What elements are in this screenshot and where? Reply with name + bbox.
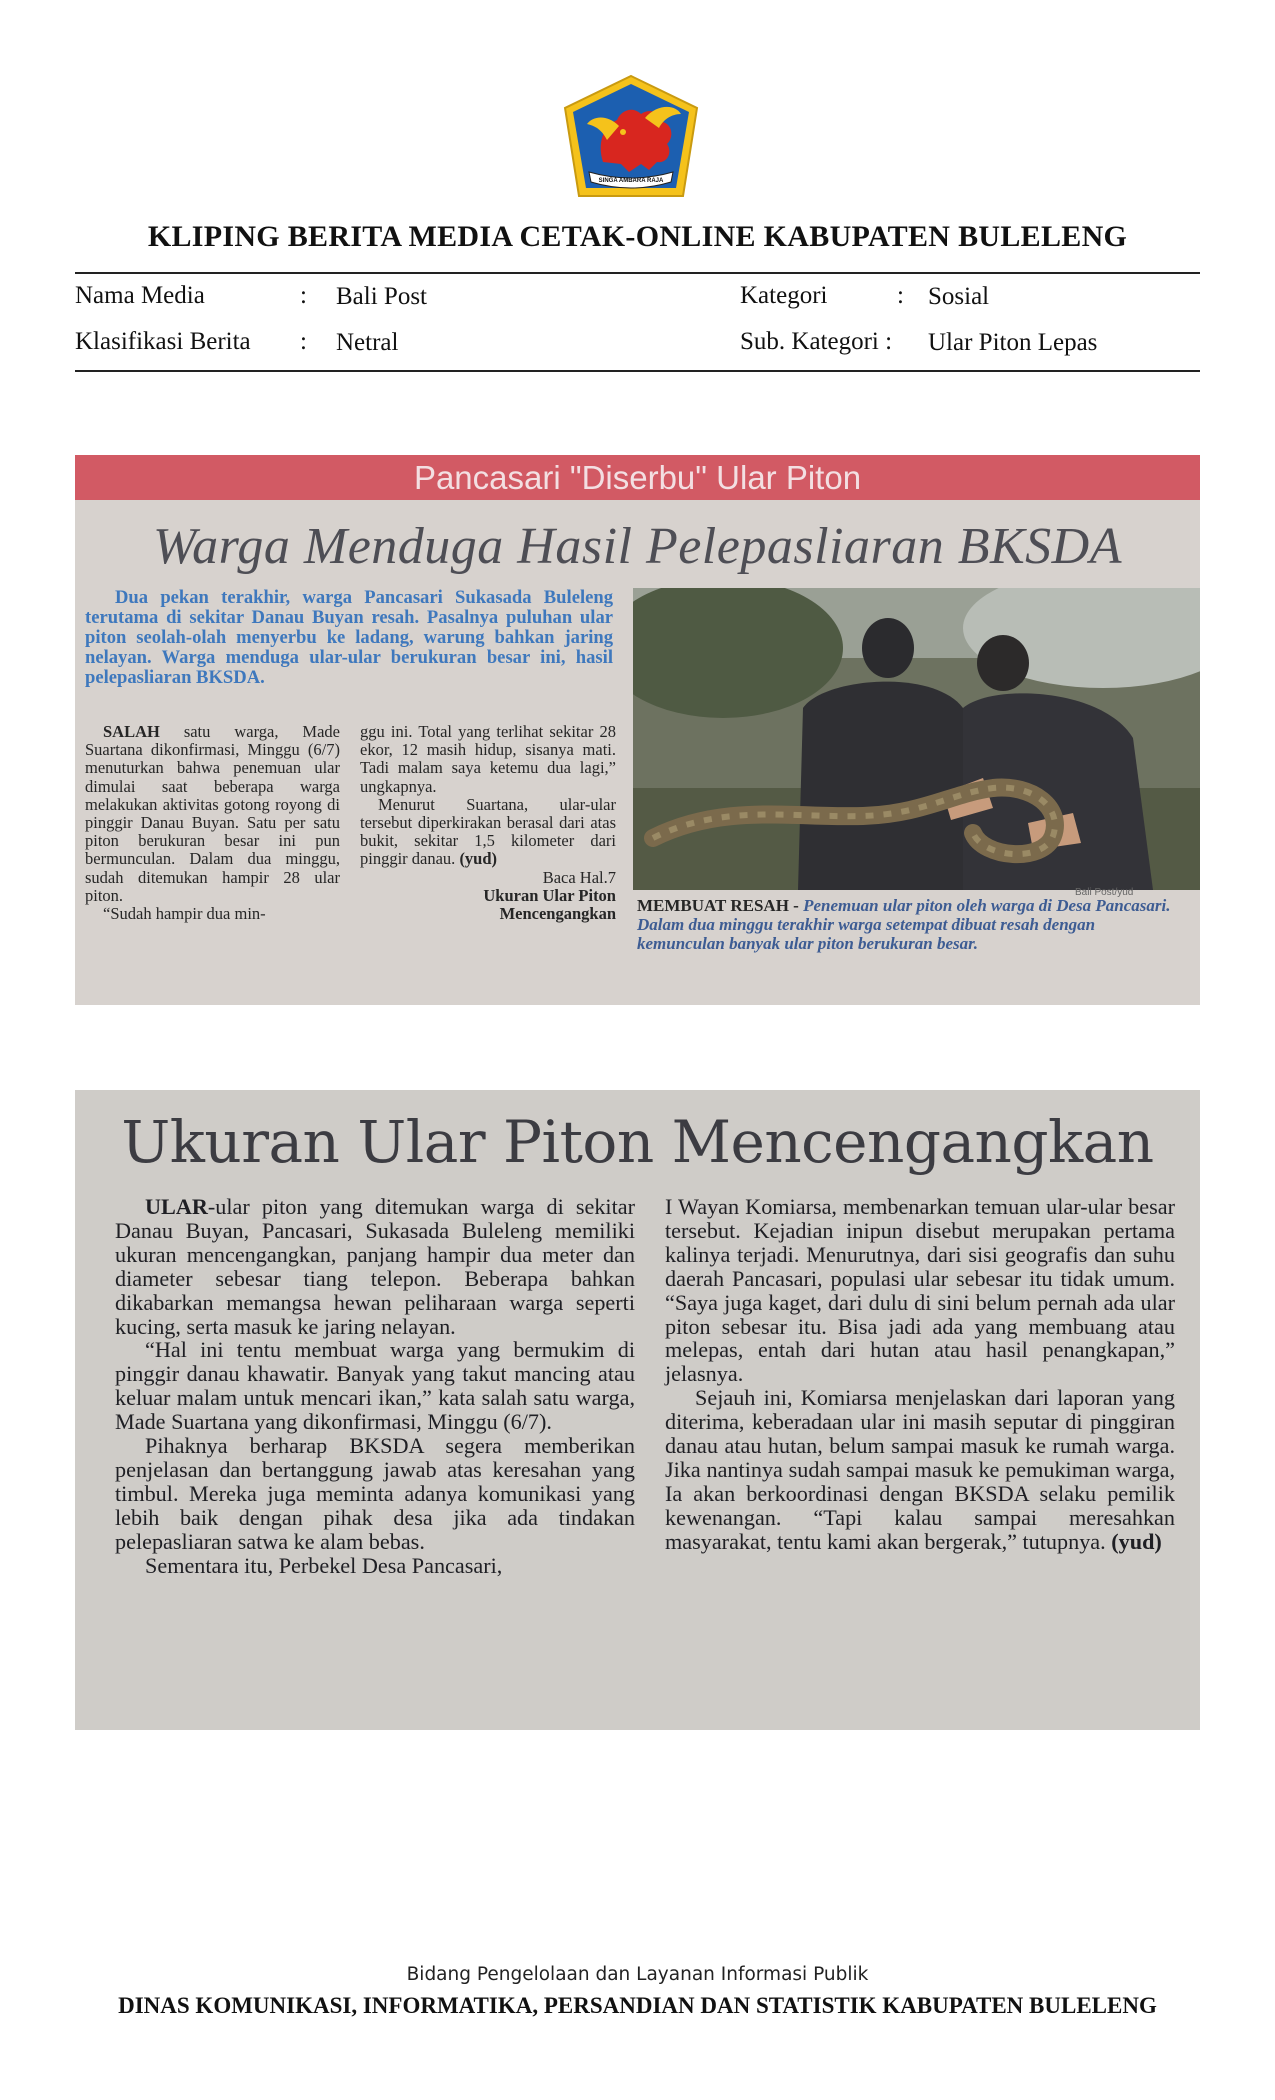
continued-note: Baca Hal.7 [542, 867, 616, 887]
label-nama-media: Nama Media [75, 282, 205, 309]
label-kategori: Kategori [740, 282, 828, 309]
byline: (yud) [459, 849, 498, 869]
dropcap-word: SALAH [103, 722, 160, 741]
paragraph: Menurut Suartana, ular-ular tersebut diperkirakan berasal dari atas bukit, sekitar 1,5 kilometer dari pinggir danau. [360, 794, 616, 869]
paragraph: “Hal ini tentu membuat warga yang bermukim di pinggir danau khawatir. Banyak yang takut mancing atau keluar malam untuk mencari ikan,” kata salah satu warga, Made Suartana yang dikonfirmasi, Minggu (6/7). [115, 1337, 635, 1435]
paragraph: Sejauh ini, Komiarsa menjelaskan dari laporan yang diterima, keberadaan ular ini masih seputar di pinggiran danau atau hutan, belum sampai masuk ke rumah warga. Jika nantinya sudah sampai masuk ke pemukiman warga, Ia akan berkoordinasi dengan BKSDA selaku pemilik kewenangan. “Tapi kalau sampai meresahkan masyarakat, tentu kami akan bergerak,” tutupnya. [665, 1385, 1175, 1554]
article-column-1 [85, 723, 340, 923]
paragraph: -ular piton yang ditemukan warga di sekitar Danau Buyan, Pancasari, Sukasada Buleleng memiliki ukuran mencengangkan, panjang hampir dua meter dan diameter sebesar tiang telepon. Beberapa bahkan dikabarkan memangsa hewan peliharaan warga seperti kucing, serta masuk ke jaring nelayan. [115, 1194, 635, 1339]
article-column-left [115, 1195, 635, 1578]
separator: : [300, 328, 307, 355]
article-column-right [665, 1195, 1175, 1554]
paragraph: I Wayan Komiarsa, membenarkan temuan ular-ular besar tersebut. Kejadian inipun disebut merupakan pertama kalinya terjadi. Menurutnya, dari sisi geografis dan suhu daerah Pancasari, populasi ular sebesar itu tidak umum. “Saya juga kaget, dari dulu di sini belum pernah ada ular piton sebesar itu. Bisa jadi ada yang membuang atau melepas, entah dari hutan atau hasil penangkapan,” jelasnya. [665, 1194, 1175, 1387]
python-photo [633, 588, 1200, 890]
article-headline: Ukuran Ular Piton Mencengangkan [121, 1108, 1154, 1176]
caption-label: MEMBUAT RESAH - [637, 896, 799, 915]
caption-text: Penemuan ular piton oleh warga di Desa Pancasari. Dalam dua minggu terakhir warga setempat dibuat resah dengan kemunculan banyak ular piton berukuran besar. [637, 896, 1171, 953]
value-sub-kategori: Ular Piton Lepas [928, 329, 1098, 356]
continued-title-line-2: Mencengangkan [499, 904, 616, 924]
paragraph: Sementara itu, Perbekel Desa Pancasari, [145, 1552, 503, 1578]
document-title: KLIPING BERITA MEDIA CETAK-ONLINE KABUPATEN BULELENG [147, 220, 1128, 253]
paragraph: satu warga, Made Suartana dikonfirmasi, Minggu (6/7) menuturkan bahwa penemuan ular dimulai saat beberapa warga melakukan aktivitas gotong royong di pinggir Danau Buyan. Satu per satu piton berukuran besar ini pun bermunculan. Dalam dua minggu, sudah ditemukan hampir 28 ular piton. [85, 722, 340, 905]
value-kategori: Sosial [928, 283, 990, 310]
byline: (yud) [1111, 1528, 1162, 1554]
news-clipping-front-page [75, 455, 1200, 1005]
label-klasifikasi-berita: Klasifikasi Berita [75, 328, 251, 355]
paragraph: Pihaknya berharap BKSDA segera memberikan penjelasan dan bertanggung jawab atas keresahan yang timbul. Mereka juga meminta adanya komunikasi yang lebih baik dengan pihak desa jika ada tindakan pelepasliaran satwa ke alam bebas. [115, 1433, 635, 1554]
article-lead: Dua pekan terakhir, warga Pancasari Sukasada Buleleng terutama di sekitar Danau Buyan resah. Pasalnya puluhan ular piton seolah-olah menyerbu ke ladang, warung bahkan jaring nelayan. Warga menduga ular-ular berukuran besar ini, hasil pelepasliaran BKSDA. [85, 587, 613, 688]
footer-agency: DINAS KOMUNIKASI, INFORMATIKA, PERSANDIAN DAN STATISTIK KABUPATEN BULELENG [118, 1993, 1157, 2018]
header-rule-top [75, 272, 1200, 274]
value-klasifikasi-berita: Netral [336, 329, 399, 356]
footer-division: Bidang Pengelolaan dan Layanan Informasi Publik [406, 1964, 869, 1985]
paragraph: “Sudah hampir dua min- [103, 904, 266, 924]
continued-title-line-1: Ukuran Ular Piton [483, 885, 616, 905]
label-sub-kategori: Sub. Kategori : [740, 328, 893, 355]
photo-credit: Bali Post/yud [1075, 887, 1134, 898]
buleleng-regency-logo [563, 74, 699, 198]
header-rule-bottom [75, 370, 1200, 372]
separator: : [897, 282, 904, 309]
photo-caption [637, 896, 1182, 953]
article-headline: Warga Menduga Hasil Pelepasliaran BKSDA [153, 518, 1122, 575]
separator: : [300, 282, 307, 309]
article-kicker: Pancasari "Diserbu" Ular Piton [75, 455, 1200, 500]
dropcap-word: ULAR [145, 1194, 208, 1219]
news-clipping-continued [75, 1090, 1200, 1730]
value-nama-media: Bali Post [336, 283, 427, 310]
paragraph: ggu ini. Total yang terlihat sekitar 28 ekor, 12 masih hidup, sisanya mati. Tadi malam saya ketemu dua lagi,” ungkapnya. [360, 722, 616, 796]
article-column-2 [360, 723, 616, 923]
logo-motto: SINGA AMBARA RAJA [598, 178, 664, 184]
